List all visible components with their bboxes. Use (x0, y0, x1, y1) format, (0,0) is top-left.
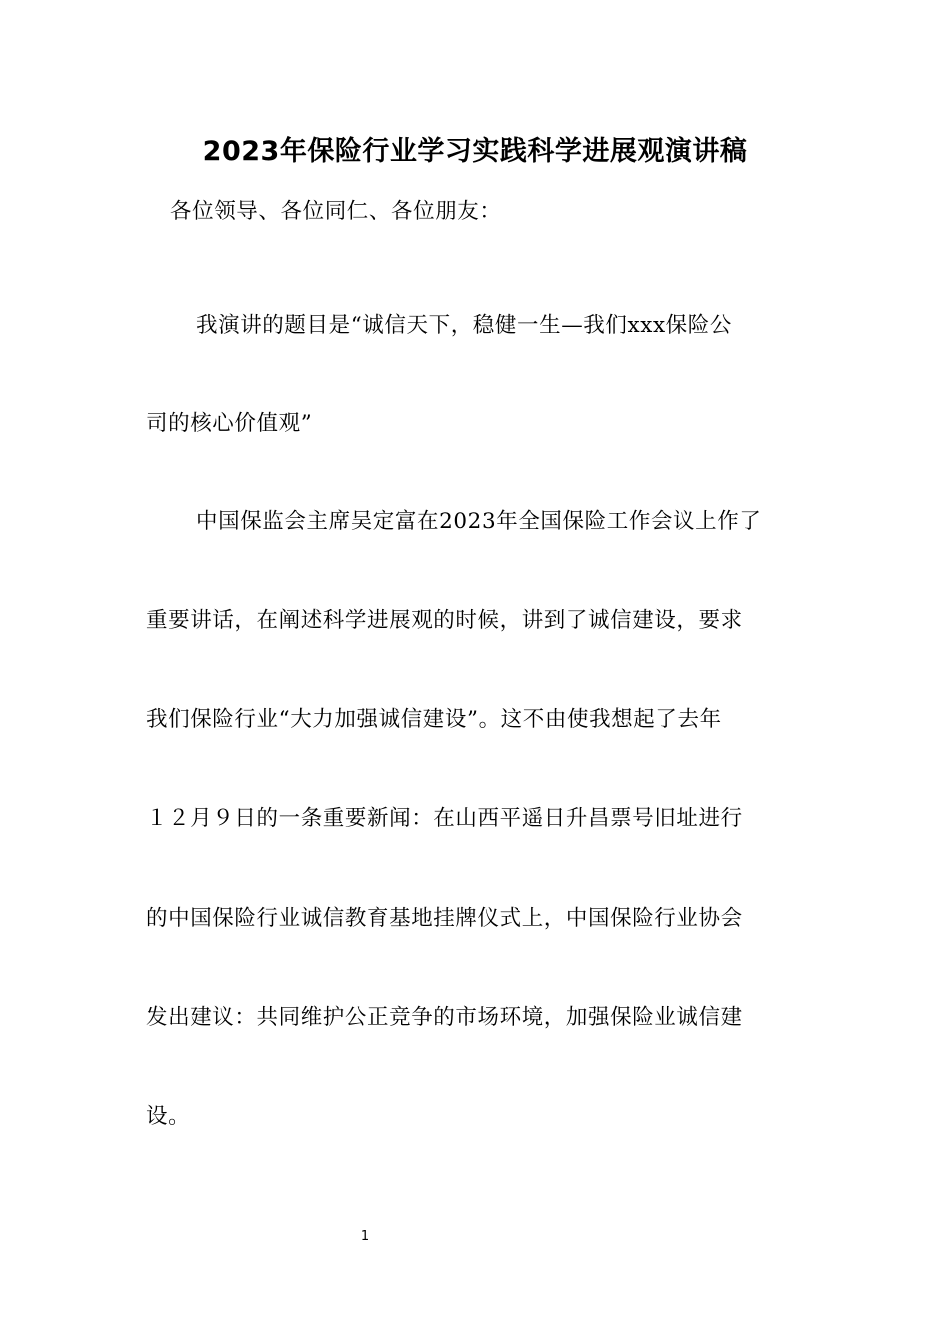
page-title: 2023年保险行业学习实践科学进展观演讲稿 (202, 136, 748, 167)
salutation-line: 各位领导、各位同仁、各位朋友： (170, 199, 502, 224)
paragraph-2-line-2: 重要讲话，在阐述科学进展观的时候，讲到了诚信建设，要求 (146, 608, 743, 633)
paragraph-2-line-7: 设。 (146, 1104, 191, 1129)
paragraph-2-line-4: １２月９日的一条重要新闻：在山西平遥日升昌票号旧址进行 (146, 806, 743, 831)
paragraph-1-line-2: 司的核心价值观” (146, 411, 313, 436)
paragraph-2-line-5: 的中国保险行业诚信教育基地挂牌仪式上，中国保险行业协会 (146, 906, 743, 931)
paragraph-1-line-1: 我演讲的题目是“诚信天下，稳健一生—我们xxx保险公 (196, 313, 732, 338)
paragraph-2-line-3: 我们保险行业“大力加强诚信建设”。这不由使我想起了去年 (146, 707, 722, 732)
paragraph-2-line-1: 中国保监会主席吴定富在2023年全国保险工作会议上作了 (196, 509, 762, 534)
page-number: 1 (360, 1229, 370, 1244)
paragraph-2-line-6: 发出建议：共同维护公正竞争的市场环境，加强保险业诚信建 (146, 1005, 743, 1030)
